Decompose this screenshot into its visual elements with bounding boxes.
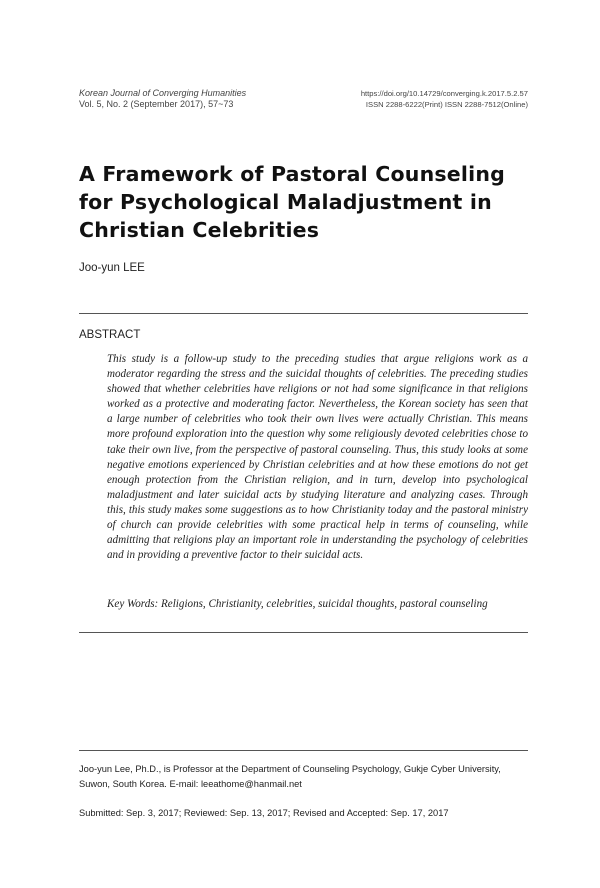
divider-top [79,313,528,314]
author-name: Joo-yun LEE [79,262,145,274]
doi-link[interactable]: https://doi.org/10.14729/converging.k.2017.5.2.57 [360,89,528,98]
doi-header [361,88,528,110]
divider-footnote [79,750,528,751]
journal-header [79,88,246,110]
submission-dates: Submitted: Sep. 3, 2017; Reviewed: Sep. 13, 2017; Revised and Accepted: Sep. 17, 2017 [79,808,449,818]
journal-name: Korean Journal of Converging Humanities [79,88,247,98]
paper-title: A Framework of Pastoral Counseling for Psychological Maladjustment in Christian Celebrities [79,162,505,242]
abstract-body: This study is a follow-up study to the preceding studies that argue religions work as a moderator regarding the stress and the suicidal thoughts of celebrities. The preceding studies showed that whether celebrities have religions or not had some significance in that religions worked as a protective and moderating factor. Nevertheless, the Korean society has seen that a large number of celebrities who took their own lives were actually Christian. This means more profound exploration into the question why some religiously devoted celebrities chose to take their own live, from the perspective of pastoral counseling. Thus, this study looks at some negative emotions experienced by Christian celebrities and at how these emotions do not get enough protection from the Christian religion, and in turn, develop into psychological maladjustment and later suicidal acts by studying literature and analyzing cases. Through this, this study makes some suggestions as to how Christianity today and the pastoral ministry of church can provide celebrities with some practical help in terms of counseling, while admitting that religions play an important role in understanding the psychology of celebrities and in providing a preventive factor to their suicidal acts. [107,353,528,562]
author-footnote: Joo-yun Lee, Ph.D., is Professor at the Department of Counseling Psychology, Gukje Cyber University, Suwon, South Korea. E-mail: leeathome@hanmail.net [79,764,501,789]
issn-text: ISSN 2288-6222(Print) ISSN 2288-7512(Online) [365,100,528,109]
abstract-heading: ABSTRACT [79,329,141,341]
journal-volume: Vol. 5, No. 2 (September 2017), 57~73 [79,99,234,109]
divider-abstract-end [79,632,528,633]
keywords: Key Words: Religions, Christianity, celebrities, suicidal thoughts, pastoral counseling [107,598,488,610]
